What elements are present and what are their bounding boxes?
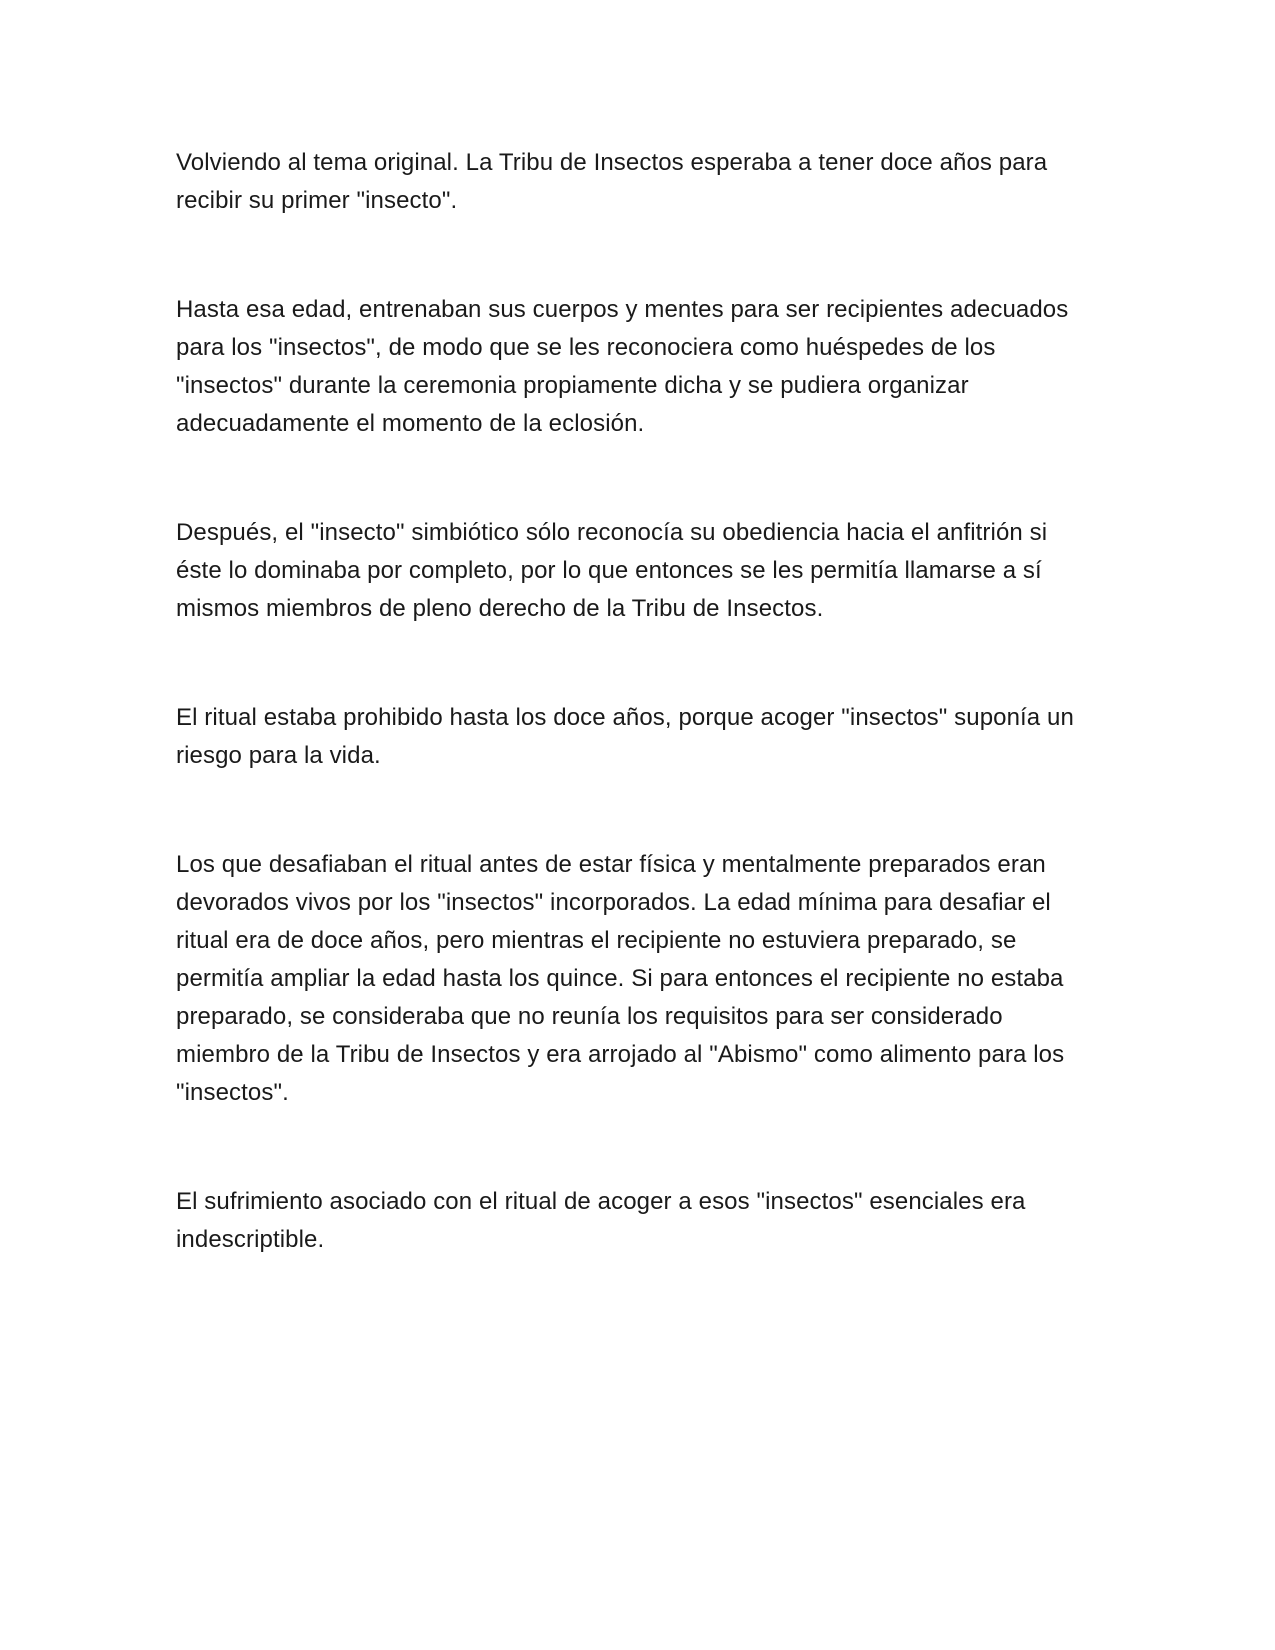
paragraph: El ritual estaba prohibido hasta los doce años, porque acoger "insectos" suponía un riesgo para la vida. bbox=[176, 704, 1074, 769]
paragraph: Volviendo al tema original. La Tribu de Insectos esperaba a tener doce años para recibir su primer "insecto". bbox=[176, 149, 1048, 214]
document-body bbox=[176, 144, 1096, 1330]
paragraph: El sufrimiento asociado con el ritual de acoger a esos "insectos" esenciales era indescriptible. bbox=[176, 1188, 1026, 1253]
paragraph: Después, el "insecto" simbiótico sólo reconocía su obediencia hacia el anfitrión si éste lo dominaba por completo, por lo que entonces se les permitía llamarse a sí mismos miembros de pleno derecho de la Tribu de Insectos. bbox=[176, 519, 1048, 622]
paragraph: Los que desafiaban el ritual antes de estar física y mentalmente preparados eran devorados vivos por los "insectos" incorporados. La edad mínima para desafiar el ritual era de doce años, pero mientras el recipiente no estuviera preparado, se permitía ampliar la edad hasta los quince. Si para entonces el recipiente no estaba preparado, se consideraba que no reunía los requisitos para ser considerado miembro de la Tribu de Insectos y era arrojado al "Abismo" como alimento para los "insectos". bbox=[176, 851, 1065, 1106]
paragraph: Hasta esa edad, entrenaban sus cuerpos y mentes para ser recipientes adecuados para los "insectos", de modo que se les reconociera como huéspedes de los "insectos" durante la ceremonia propiamente dicha y se pudiera organizar adecuadamente el momento de la eclosión. bbox=[176, 296, 1069, 437]
